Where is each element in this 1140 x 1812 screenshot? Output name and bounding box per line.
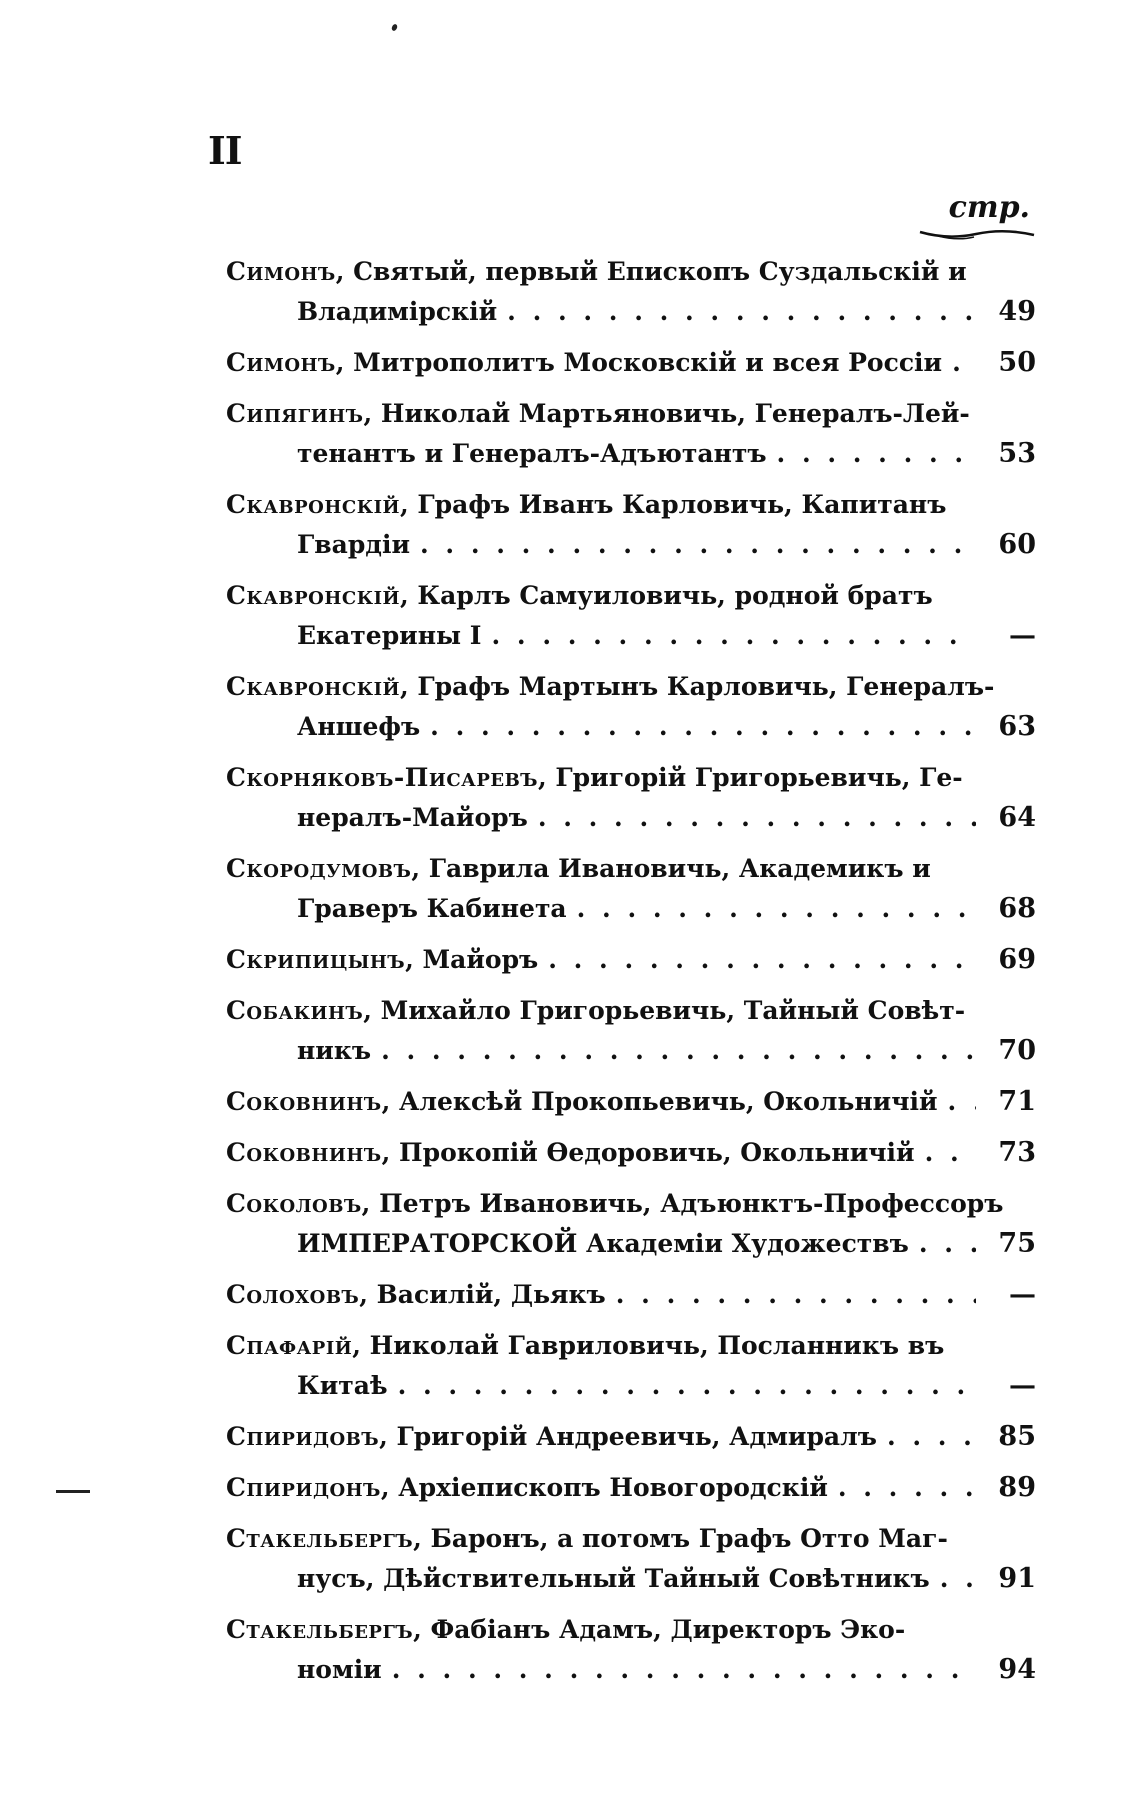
dot-leader [410, 525, 976, 565]
entry-description: , Григорій Григорьевичь, Ге- [538, 763, 963, 792]
entry-line [226, 667, 1036, 707]
entry-page-number: 73 [998, 1137, 1036, 1168]
index-entry [226, 1610, 1036, 1690]
entry-page-number: 69 [998, 944, 1036, 975]
dot-leader [382, 1650, 976, 1690]
entry-description: , Николай Мартьяновичь, Генералъ-Лей- [363, 399, 970, 428]
entry-page-number: 75 [998, 1228, 1036, 1259]
entry-description: нусъ, Дѣйствительный Тайный Совѣтникъ [297, 1564, 930, 1593]
entry-continuation-line [226, 292, 1036, 332]
entry-continuation-line [226, 707, 1036, 747]
entry-continuation-line [226, 1559, 1036, 1599]
entry-continuation-line [226, 889, 1036, 929]
dot-leader [877, 1417, 976, 1457]
entry-page-number: 53 [998, 438, 1036, 469]
index-entry [226, 1275, 1036, 1315]
index-entry [226, 1082, 1036, 1122]
entry-page-number: 91 [998, 1563, 1036, 1594]
entry-line [226, 485, 1036, 525]
entry-page-number: 89 [998, 1472, 1036, 1503]
entry-continuation-line [226, 525, 1036, 565]
entry-page-number: — [1009, 620, 1036, 651]
entry-line [226, 576, 1036, 616]
entry-page-number: 94 [998, 1654, 1036, 1685]
entry-page-number: 71 [998, 1086, 1036, 1117]
entry-surname: Скавронскій [226, 672, 400, 701]
entry-continuation-line [226, 798, 1036, 838]
entry-description: , Василій, Дьякъ [359, 1280, 606, 1309]
entry-line [226, 940, 1036, 980]
entry-description: , Карлъ Самуиловичь, родной братъ [400, 581, 933, 610]
index-entry [226, 1519, 1036, 1599]
dot-leader [909, 1224, 976, 1264]
entry-description: , Графъ Иванъ Карловичь, Капитанъ [400, 490, 947, 519]
entry-description: , Митрополитъ Московскій и всея Россіи [335, 348, 943, 377]
dot-leader [938, 1082, 976, 1122]
entry-line [226, 1610, 1036, 1650]
dot-leader [388, 1366, 976, 1406]
page-column-header: стр. [948, 190, 1030, 225]
entry-page-number: — [1009, 1370, 1036, 1401]
index-entry [226, 758, 1036, 838]
entry-surname: Стакельбергъ [226, 1615, 414, 1644]
dot-leader [915, 1133, 976, 1173]
entry-description: Владимірскій [297, 297, 498, 326]
index-entry [226, 940, 1036, 980]
entry-description: Гвардіи [297, 530, 411, 559]
dot-leader [567, 889, 976, 929]
entry-surname: Соковнинъ [226, 1087, 382, 1116]
entry-page-number: 68 [998, 893, 1036, 924]
entry-line [226, 1417, 1036, 1457]
entry-description: Китаѣ [297, 1371, 388, 1400]
dot-leader [528, 798, 976, 838]
entry-description: , Гаврила Ивановичь, Академикъ и [411, 854, 931, 883]
index-entry [226, 394, 1036, 474]
entry-description: номіи [297, 1655, 382, 1684]
entry-surname: Скорняковъ-Писаревъ [226, 763, 539, 792]
dot-leader [497, 292, 976, 332]
index-entry [226, 991, 1036, 1071]
entry-surname: Скавронскій [226, 490, 400, 519]
entry-description: , Графъ Мартынъ Карловичь, Генералъ- [400, 672, 995, 701]
entry-line [226, 1133, 1036, 1173]
index-entry [226, 576, 1036, 656]
entry-line [226, 1275, 1036, 1315]
entry-description: , Святый, первый Епископъ Суздальскій и [335, 257, 967, 286]
entry-surname: Спиридовъ [226, 1422, 380, 1451]
entry-description: Граверъ Кабинета [297, 894, 567, 923]
dot-leader [828, 1468, 976, 1508]
dot-leader [538, 940, 976, 980]
entry-continuation-line [226, 1224, 1036, 1264]
entry-description: , Майоръ [405, 945, 539, 974]
entry-surname: Сипягинъ [226, 399, 364, 428]
entry-page-number: 63 [998, 711, 1036, 742]
entry-description: Аншефъ [297, 712, 421, 741]
index-entry [226, 1326, 1036, 1406]
header-flourish-icon [918, 226, 1036, 242]
entry-surname: Собакинъ [226, 996, 364, 1025]
margin-mark [56, 1490, 90, 1493]
index-entry [226, 667, 1036, 747]
entry-description: ИМПЕРАТОРСКОЙ Академіи Художествъ [297, 1229, 909, 1258]
dot-leader [942, 343, 976, 383]
entry-surname: Симонъ [226, 348, 336, 377]
entry-continuation-line [226, 434, 1036, 474]
ink-speck [391, 23, 398, 31]
entry-line [226, 991, 1036, 1031]
entry-surname: Соковнинъ [226, 1138, 382, 1167]
entry-page-number: 85 [998, 1421, 1036, 1452]
index-entries [226, 252, 1036, 1701]
entry-surname: Скородумовъ [226, 854, 412, 883]
entry-description: , Баронъ, а потомъ Графъ Отто Маг- [413, 1524, 948, 1553]
entry-page-number: 64 [998, 802, 1036, 833]
entry-page-number: 49 [998, 296, 1036, 327]
entry-description: никъ [297, 1036, 372, 1065]
entry-page-number: 70 [998, 1035, 1036, 1066]
entry-surname: Солоховъ [226, 1280, 360, 1309]
index-entry [226, 1468, 1036, 1508]
dot-leader [606, 1275, 976, 1315]
entry-description: Екатерины I [297, 621, 482, 650]
entry-line [226, 1519, 1036, 1559]
entry-surname: Скрипицынъ [226, 945, 406, 974]
dot-leader [371, 1031, 976, 1071]
entry-line [226, 1082, 1036, 1122]
entry-page-number: 50 [998, 347, 1036, 378]
entry-continuation-line [226, 1031, 1036, 1071]
entry-surname: Спафарій [226, 1331, 353, 1360]
index-entry [226, 485, 1036, 565]
dot-leader [482, 616, 977, 656]
entry-line [226, 849, 1036, 889]
entry-page-number: 60 [998, 529, 1036, 560]
entry-surname: Соколовъ [226, 1189, 362, 1218]
entry-continuation-line [226, 1650, 1036, 1690]
entry-line [226, 394, 1036, 434]
entry-description: , Петръ Ивановичь, Адъюнктъ-Профессоръ [361, 1189, 1004, 1218]
entry-description: , Прокопій Ѳедоровичь, Окольничій [381, 1138, 915, 1167]
index-entry [226, 252, 1036, 332]
dot-leader [930, 1559, 976, 1599]
entry-description: , Архіепископъ Новогородскій [380, 1473, 828, 1502]
entry-description: , Григорій Андреевичь, Адмиралъ [379, 1422, 877, 1451]
entry-page-number: — [1009, 1279, 1036, 1310]
entry-line [226, 343, 1036, 383]
entry-line [226, 1184, 1036, 1224]
entry-description: нералъ-Майоръ [297, 803, 528, 832]
entry-description: тенантъ и Генералъ-Адъютантъ [297, 439, 767, 468]
entry-continuation-line [226, 616, 1036, 656]
dot-leader [767, 434, 976, 474]
index-entry [226, 1133, 1036, 1173]
entry-continuation-line [226, 1366, 1036, 1406]
entry-surname: Стакельбергъ [226, 1524, 414, 1553]
entry-description: , Николай Гавриловичь, Посланникъ въ [352, 1331, 945, 1360]
entry-description: , Алексѣй Прокопьевичь, Окольничій [381, 1087, 938, 1116]
page-number: II [208, 128, 242, 173]
dot-leader [420, 707, 976, 747]
entry-line [226, 1326, 1036, 1366]
index-entry [226, 343, 1036, 383]
entry-line [226, 252, 1036, 292]
entry-surname: Скавронскій [226, 581, 400, 610]
entry-surname: Спиридонъ [226, 1473, 381, 1502]
index-entry [226, 1184, 1036, 1264]
entry-line [226, 1468, 1036, 1508]
entry-description: , Фабіанъ Адамъ, Директоръ Эко- [413, 1615, 906, 1644]
entry-surname: Симонъ [226, 257, 336, 286]
entry-line [226, 758, 1036, 798]
index-entry [226, 849, 1036, 929]
entry-description: , Михайло Григорьевичь, Тайный Совѣт- [363, 996, 966, 1025]
index-entry [226, 1417, 1036, 1457]
